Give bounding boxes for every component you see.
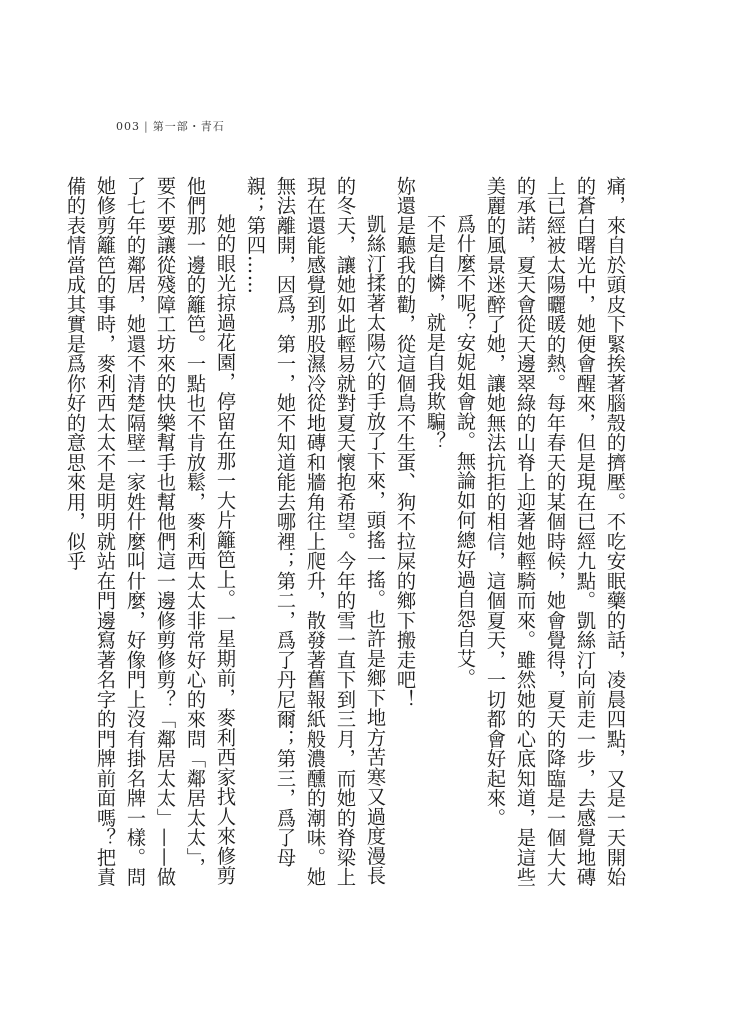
running-head bbox=[116, 118, 225, 134]
paragraph: 不是自憐，就是自我欺騙？ bbox=[424, 214, 447, 452]
body-text bbox=[64, 176, 630, 896]
header-separator: | bbox=[144, 120, 149, 133]
page-number: 003 bbox=[116, 120, 140, 133]
paragraph: 凱絲汀揉著太陽穴的手放了下來，頭搖一搖。也許是鄉下地方苦寒又過度漫長的冬天，讓她如此輕易就對夏天懷抱希望。今年的雪一直下到三月，而她的脊梁上現在還能感覺到那股濕冷從地磚和牆角往上爬升，散發著舊報紙般濃醺的潮味。她無法離開，因爲，第一，她不知道能去哪裡；第二，爲了丹尼爾；第三，爲了母親；第四…… bbox=[244, 176, 387, 887]
paragraph: 妳還是聽我的勸，從這個鳥不生蛋、狗不拉屎的鄉下搬走吧！ bbox=[394, 176, 417, 710]
section-title: 第一部・青石 bbox=[152, 120, 225, 133]
paragraph: 她的眼光掠過花園，停留在那一大片籬笆上。一星期前，麥利西家找人來修剪他們那一邊的籬笆。一點也不肯放鬆，麥利西太太非常好心的來問「鄰居太太」，要不要讓從殘障工坊來的快樂幫手也幫他們這一邊修剪修剪？「鄰居太太」——做了七年的鄰居，她還不清楚隔壁一家姓什麼叫什麼，好像門上沒有掛名牌一樣。問她修剪籬笆的事時，麥利西太太不是明明就站在門邊寫著名字的門牌前面嗎？把責備的表情當成其實是爲你好的意思來用，似乎 bbox=[64, 176, 237, 887]
paragraph: 爲什麼不呢？安妮姐會說。無論如何總好過自怨自艾。 bbox=[454, 214, 477, 689]
paragraph: 痛，來自於頭皮下緊挨著腦殼的擠壓。不吃安眠藥的話，凌晨四點，又是一天開始的蒼白曙光中，她便會醒來，但是現在已經九點。凱絲汀向前走一步，去感覺地磚上已經被太陽曬暖的熱。每年春天的某個時候，她會覺得，夏天的降臨是一個大大的承諾，夏天會從天邊翠綠的山脊上迎著她輕騎而來。雖然她的心底知道，是這些美麗的風景迷醉了她，讓她無法抗拒的相信，這個夏天，一切都會好起來。 bbox=[484, 176, 627, 887]
